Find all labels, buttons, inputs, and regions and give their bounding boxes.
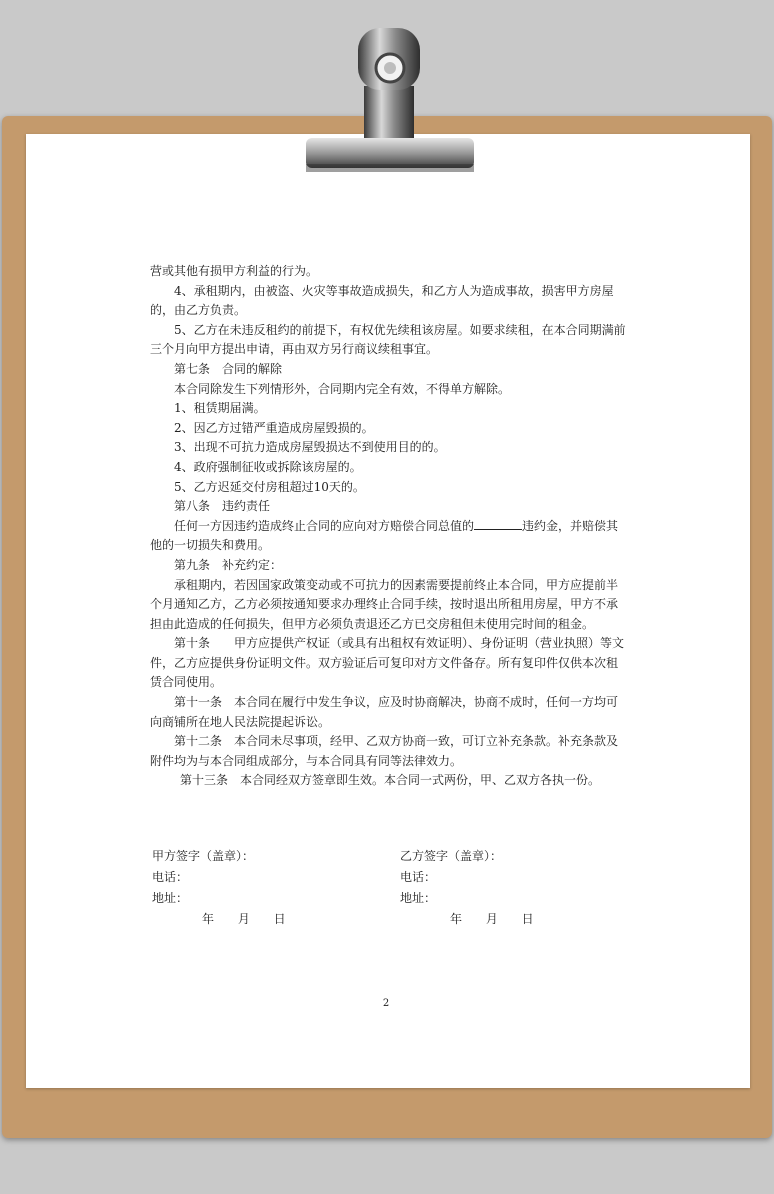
party-a-signature-block: [152, 846, 352, 930]
party-b-address-label: 地址：: [400, 891, 437, 905]
contract-paragraph: 第八条 违约责任: [174, 499, 271, 514]
contract-paragraph: 本合同除发生下列情形外，合同期内完全有效，不得单方解除。: [174, 381, 511, 396]
party-b-phone-label: 电话：: [400, 870, 437, 884]
contract-paragraph: 营或其他有损甲方利益的行为。: [150, 264, 319, 278]
contract-paragraph: 1、租赁期届满。: [174, 401, 266, 416]
binder-clip-icon: [0, 0, 774, 190]
contract-paragraph: 5、乙方迟延交付房租超过10天的。: [174, 479, 365, 494]
contract-paragraph: 2、因乙方过错严重造成房屋毁损的。: [174, 420, 374, 435]
contract-paragraph: 第七条 合同的解除: [174, 361, 283, 376]
party-b-sign-label: 乙方签字（盖章）：: [400, 849, 503, 863]
party-b-date: 年 月 日: [450, 912, 534, 926]
contract-paragraph: 第十一条 本合同在履行中发生争议，应及时协商解决，协商不成时，任何一方均可向商铺所在地人民法院提起诉讼。: [150, 695, 619, 729]
contract-paragraph: 4、政府强制征收或拆除该房屋的。: [174, 459, 362, 474]
party-a-phone-label: 电话：: [152, 870, 189, 884]
contract-paragraph: 第十条 甲方应提供产权证（或具有出租权有效证明）、身份证明（营业执照）等文件，乙方应提供身份证明文件。双方验证后可复印对方文件备存。所有复印件仅供本次租赁合同使用。: [150, 636, 625, 690]
contract-paragraph: 第十二条 本合同未尽事项，经甲、乙双方协商一致，可订立补充条款。补充条款及附件均为与本合同组成部分，与本合同具有同等法律效力。: [150, 734, 619, 768]
party-a-address-label: 地址：: [152, 891, 189, 905]
party-a-date: 年 月 日: [202, 912, 286, 926]
amount-blank: [474, 517, 522, 530]
contract-text: [150, 262, 628, 791]
contract-paragraph: 承租期内，若因国家政策变动或不可抗力的因素需要提前终止本合同，甲方应提前半个月通知乙方，乙方必须按通知要求办理终止合同手续，按时退出所租用房屋，甲方不承担由此造成的任何损失，但甲方必须负责退还乙方已交房租但未使用完时间的租金。: [150, 577, 619, 631]
party-a-sign-label: 甲方签字（盖章）：: [152, 849, 255, 863]
penalty-clause: 任何一方因违约造成终止合同的应向对方赔偿合同总值的 违约金，并赔偿其他的一切损失和费用。: [150, 518, 619, 553]
contract-paragraph: 5、乙方在未违反租约的前提下，有权优先续租该房屋。如要求续租，在本合同期满前三个月向甲方提出申请，再由双方另行商议续租事宜。: [150, 322, 626, 357]
party-b-signature-block: [400, 846, 600, 930]
page-number: 2: [382, 998, 390, 1009]
contract-paragraph: 4、承租期内，由被盗、火灾等事故造成损失，和乙方人为造成事故，损害甲方房屋的，由乙方负责。: [150, 283, 614, 318]
contract-paragraph: 第九条 补充约定：: [174, 557, 283, 572]
contract-paragraph: 第十三条 本合同经双方签章即生效。本合同一式两份，甲、乙双方各执一份。: [180, 773, 601, 788]
contract-paragraph: 3、出现不可抗力造成房屋毁损达不到使用目的的。: [174, 440, 446, 455]
